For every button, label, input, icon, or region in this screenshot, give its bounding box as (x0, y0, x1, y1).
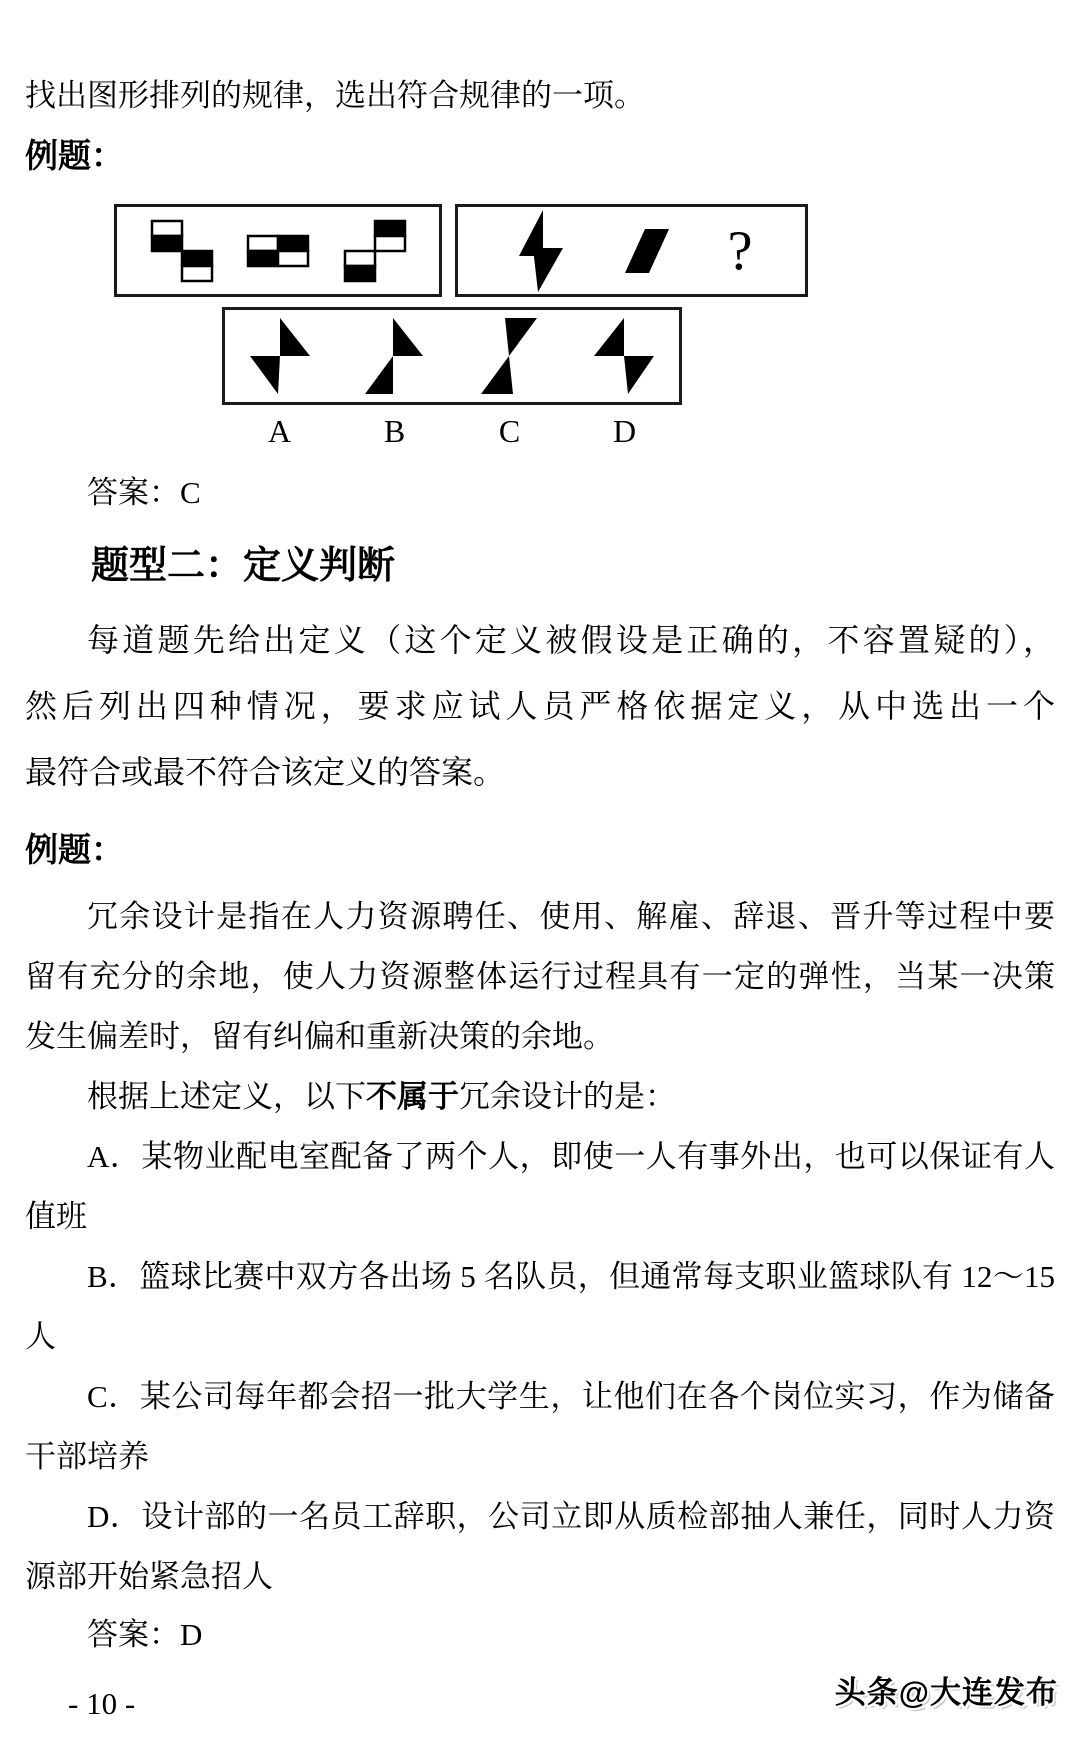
option-shape-a (225, 314, 339, 398)
prompt-box (455, 204, 808, 297)
example2-label: 例题： (25, 831, 124, 868)
answer-1: 答案：C (87, 475, 201, 510)
definition-line-1: 每道题先给出定义（这个定义被假设是正确的，不容置疑的）， (87, 622, 1055, 658)
option-a-line-2: 值班 (25, 1199, 87, 1234)
option-b-line-1: B．篮球比赛中双方各出场 5 名队员，但通常每支职业篮球队有 12～15 (87, 1259, 1055, 1294)
checker-pair-ascending-icon (343, 219, 407, 283)
watermark: 头条@大连发布 (834, 1675, 1058, 1710)
option-d-line-2: 源部开始紧急招人 (25, 1559, 273, 1594)
option-d-line-1: D．设计部的一名员工辞职，公司立即从质检部抽人兼任，同时人力资 (87, 1499, 1055, 1534)
option-a-line-1: A．某物业配电室配备了两个人，即使一人有事外出，也可以保证有人 (87, 1139, 1055, 1174)
option-shape-b (339, 314, 453, 398)
page-footer (0, 1675, 1080, 1724)
option-shape-c (452, 314, 566, 398)
intro-text: 找出图形排列的规律，选出符合规律的一项。 (25, 78, 645, 113)
ask-bold-term: 不属于 (366, 1079, 459, 1114)
options-box (222, 307, 682, 405)
question-stem (25, 887, 1055, 1663)
option-label-c: C (498, 413, 521, 449)
example1-label: 例题： (25, 137, 124, 174)
checker-pair-horizontal-icon (246, 234, 310, 268)
question-ask-line (25, 1067, 1055, 1127)
page-number: - 10 - (68, 1686, 136, 1721)
figure-top-row (114, 204, 1055, 297)
stem-line-1: 冗余设计是指在人力资源聘任、使用、解雇、辞退、晋升等过程中要 (87, 899, 1055, 934)
section-heading: 题型二：定义判断 (91, 545, 396, 587)
lightning-bolt-icon (511, 208, 567, 294)
definition-line-3: 最符合或最不符合该定义的答案。 (25, 754, 506, 790)
option-b-line-2: 人 (25, 1319, 56, 1354)
option-c-line-1: C．某公司每年都会招一批大学生，让他们在各个岗位实习，作为储备 (87, 1379, 1055, 1414)
stem-line-3: 发生偏差时，留有纠偏和重新决策的余地。 (25, 1019, 614, 1054)
sequence-box (114, 204, 442, 297)
stem-line-2: 留有充分的余地，使人力资源整体运行过程具有一定的弹性，当某一决策 (25, 959, 1055, 994)
option-c-line-2: 干部培养 (25, 1439, 149, 1474)
option-labels-row (222, 415, 682, 447)
question-mark: ? (727, 219, 753, 282)
ask-prefix: 根据上述定义，以下 (87, 1079, 366, 1114)
option-label-a: A (267, 413, 292, 449)
definition-paragraph (25, 607, 1055, 805)
checker-pair-descending-icon (150, 219, 214, 283)
ask-suffix: 冗余设计的是： (459, 1079, 676, 1114)
definition-line-2: 然后列出四种情况，要求应试人员严格依据定义，从中选出一个 (25, 688, 1055, 724)
option-label-b: B (383, 413, 406, 449)
answer-2: 答案：D (87, 1617, 203, 1652)
option-label-d: D (612, 413, 637, 449)
parallelogram-icon (619, 225, 675, 277)
option-shape-d (566, 314, 680, 398)
